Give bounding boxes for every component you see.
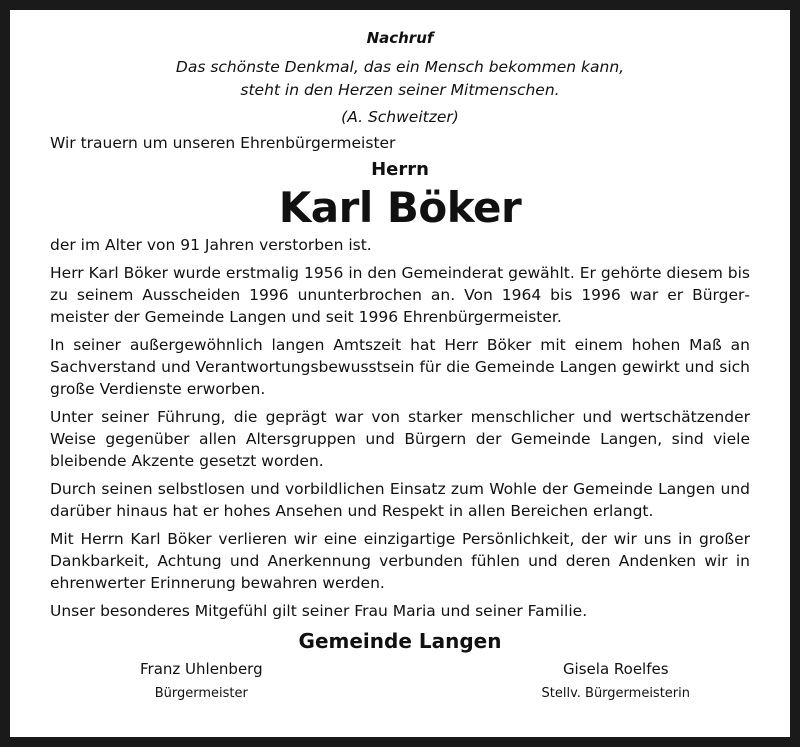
paragraph-condolence: Unser besonderes Mitgefühl gilt seiner Frau Maria und seiner Familie. (50, 602, 588, 620)
organization-name: Gemeinde Langen (298, 629, 502, 653)
quote-author: (A. Schweitzer) (341, 108, 459, 126)
quote-line-1: Das schönste Denkmal, das ein Mensch bekommen kann, (175, 58, 625, 76)
deceased-name: Karl Böker (278, 183, 522, 232)
notice-content (50, 28, 750, 704)
paragraph-tribute: Mit Herrn Karl Böker verlieren wir eine einzigartige Persönlichkeit, der wir uns in großer Dankbarkeit, Achtung und Anerkennung verbunden fühlen und deren Andenken wir in ehrenwerter Erinnerung bewahren werden. (50, 530, 750, 592)
age-line: der im Alter von 91 Jahren verstorben ist. (50, 236, 372, 254)
quote-line-2: steht in den Herzen seiner Mitmenschen. (240, 81, 560, 99)
notice-heading: Nachruf (366, 29, 434, 47)
signature-deputy-mayor (542, 658, 691, 704)
paragraph-leadership: Unter seiner Führung, die geprägt war von starker menschlicher und wertschätzender Weise gegenüber allen Altersgruppen und Bürgern der Gemeinde Langen, sind viele bleibende Akzente gesetzt worden. (50, 408, 750, 470)
salutation: Herrn (371, 159, 429, 180)
signatory-role: Stellv. Bürgermeisterin (541, 686, 690, 701)
signatory-name: Gisela Roelfes (562, 660, 669, 678)
paragraph-career: Herr Karl Böker wurde erstmalig 1956 in den Gemeinderat gewählt. Er gehörte diesem bis zu seinem Ausscheiden 1996 ununterbrochen an. Von 1964 bis 1996 war er Bürgermeister der Gemeinde Langen und seit 1996 Ehrenbürgermeister. (50, 264, 750, 326)
paragraph-commitment: Durch seinen selbstlosen und vorbildlichen Einsatz zum Wohle der Gemeinde Langen und darüber hinaus hat er hohes Ansehen und Respekt in allen Bereichen erlangt. (50, 480, 750, 520)
intro-line: Wir trauern um unseren Ehrenbürgermeister (50, 134, 396, 152)
signatures (50, 658, 750, 704)
signature-mayor (140, 658, 263, 704)
signatory-role: Bürgermeister (154, 686, 248, 701)
paragraph-tenure: In seiner außergewöhnlich langen Amtszeit hat Herr Böker mit einem hohen Maß an Sachverstand und Verantwortungsbewusstsein für die Gemeinde Langen gewirkt und sich große Verdienste erworben. (50, 336, 750, 398)
signatory-name: Franz Uhlenberg (140, 660, 263, 678)
